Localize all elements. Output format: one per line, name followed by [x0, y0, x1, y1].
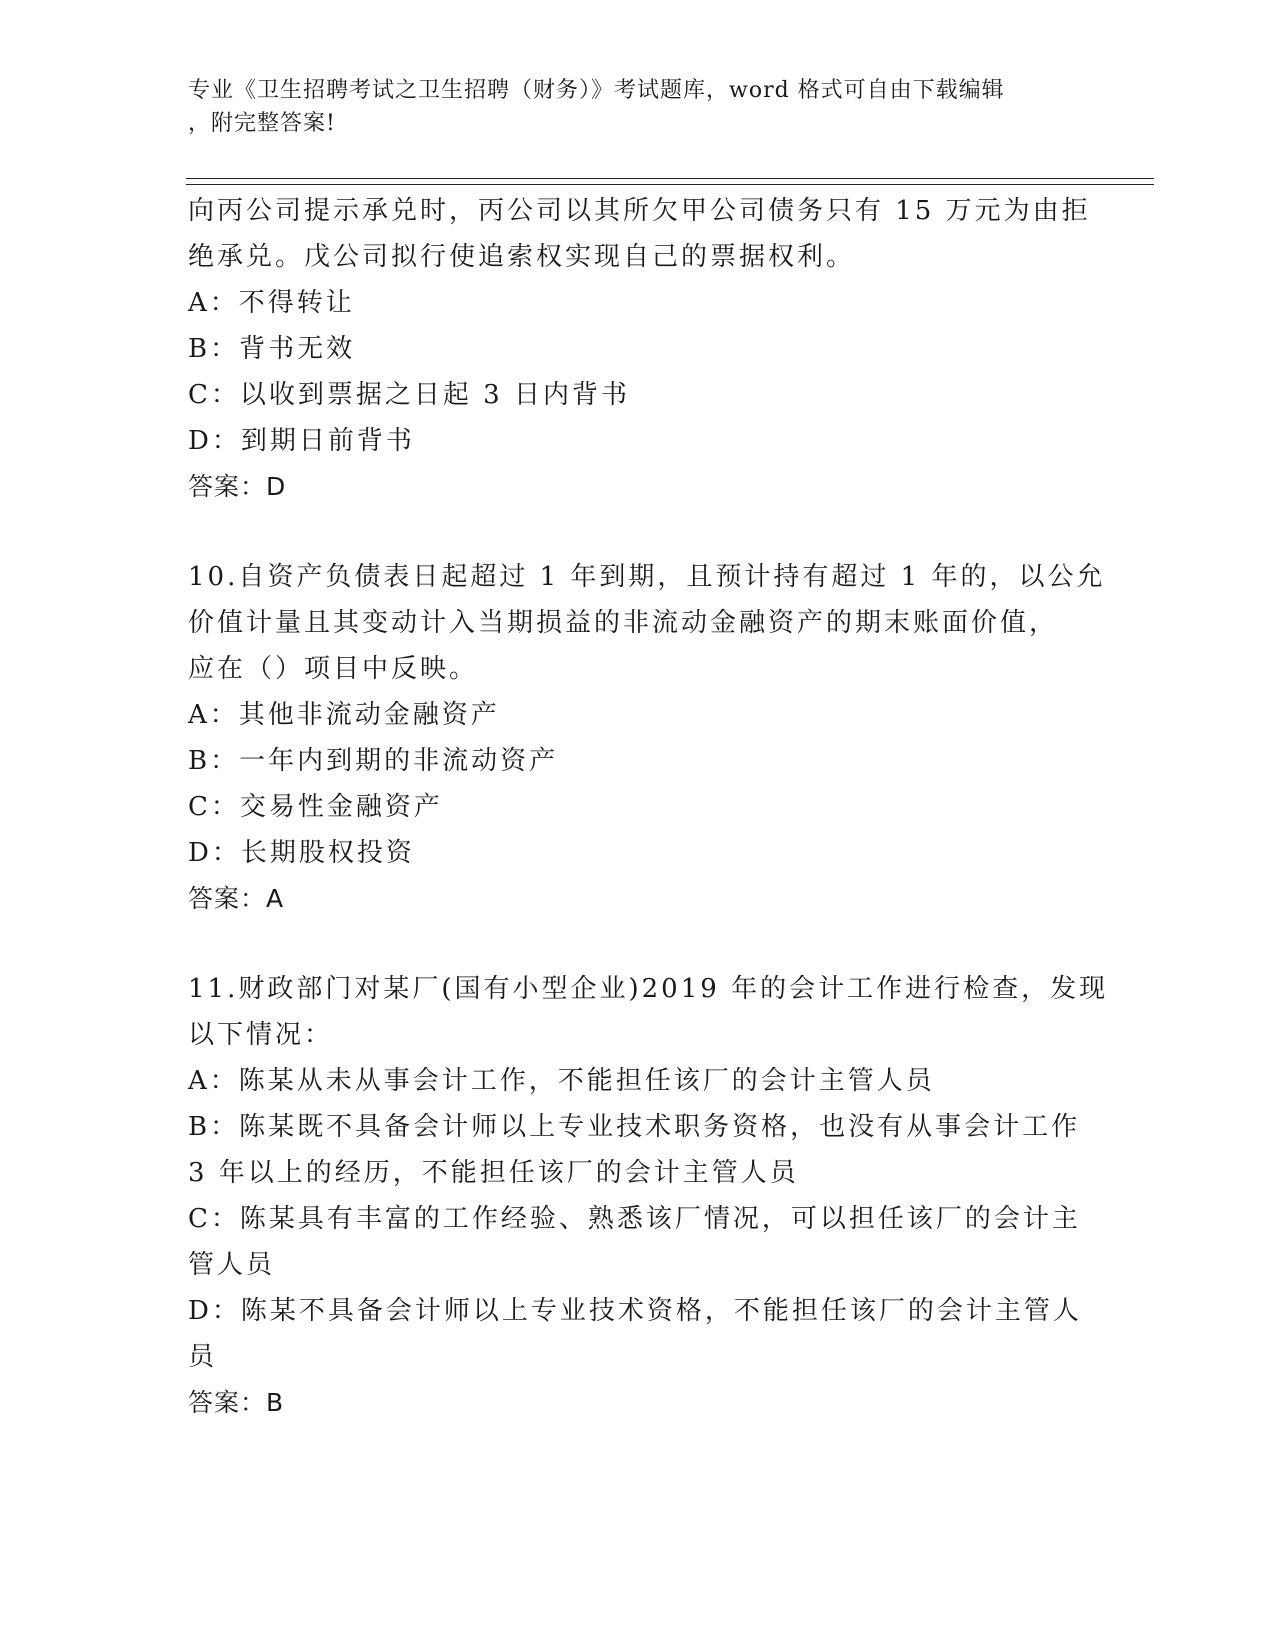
question-10 — [188, 554, 1106, 922]
option-a: A：不得转让 — [188, 288, 355, 318]
option-c-continued: 管人员 — [188, 1250, 276, 1280]
question-stem-line: 以下情况： — [188, 1020, 334, 1050]
question-list — [188, 188, 1109, 1426]
question-stem-line: 价值计量且其变动计入当期损益的非流动金融资产的期末账面价值， — [188, 608, 1059, 638]
option-a: A：陈某从未从事会计工作，不能担任该厂的会计主管人员 — [188, 1066, 935, 1096]
header-title-line: 专业《卫生招聘考试之卫生招聘（财务）》考试题库，word 格式可自由下载编辑 — [188, 78, 1005, 103]
option-c: C：陈某具有丰富的工作经验、熟悉该厂情况，可以担任该厂的会计主 — [188, 1204, 1081, 1234]
question-9 — [188, 188, 1091, 510]
header-divider — [186, 178, 1154, 179]
question-spacer — [188, 510, 1088, 554]
option-b: B：陈某既不具备会计师以上专业技术职务资格，也没有从事会计工作 — [188, 1112, 1081, 1142]
question-stem-line: 向丙公司提示承兑时，丙公司以其所欠甲公司债务只有 15 万元为由拒 — [188, 196, 1091, 226]
option-d: D：到期日前背书 — [188, 426, 415, 456]
answer-line: 答案：B — [188, 1388, 285, 1417]
option-b: B：一年内到期的非流动资产 — [188, 746, 559, 776]
document-header — [188, 74, 1088, 140]
option-d: D：长期股权投资 — [188, 838, 415, 868]
option-b: B：背书无效 — [188, 334, 356, 364]
header-title-line: ，附完整答案! — [188, 111, 336, 136]
option-c: C：交易性金融资产 — [188, 792, 443, 822]
option-d: D：陈某不具备会计师以上专业技术资格，不能担任该厂的会计主管人 — [188, 1296, 1082, 1326]
question-11 — [188, 966, 1109, 1426]
question-spacer — [188, 922, 1088, 966]
header-divider — [186, 184, 1154, 185]
question-stem-line: 10.自资产负债表日起超过 1 年到期，且预计持有超过 1 年的，以公允 — [188, 562, 1106, 592]
option-c: C：以收到票据之日起 3 日内背书 — [188, 380, 630, 410]
answer-line: 答案：D — [188, 472, 287, 501]
option-b-continued: 3 年以上的经历，不能担任该厂的会计主管人员 — [188, 1158, 799, 1188]
option-d-continued: 员 — [188, 1342, 218, 1372]
question-stem-line: 应在（）项目中反映。 — [188, 654, 479, 684]
option-a: A：其他非流动金融资产 — [188, 700, 500, 730]
answer-line: 答案：A — [188, 884, 285, 913]
question-stem-line: 11.财政部门对某厂(国有小型企业)2019 年的会计工作进行检查，发现 — [188, 974, 1109, 1004]
question-stem-line: 绝承兑。戊公司拟行使追索权实现自己的票据权利。 — [188, 242, 856, 272]
